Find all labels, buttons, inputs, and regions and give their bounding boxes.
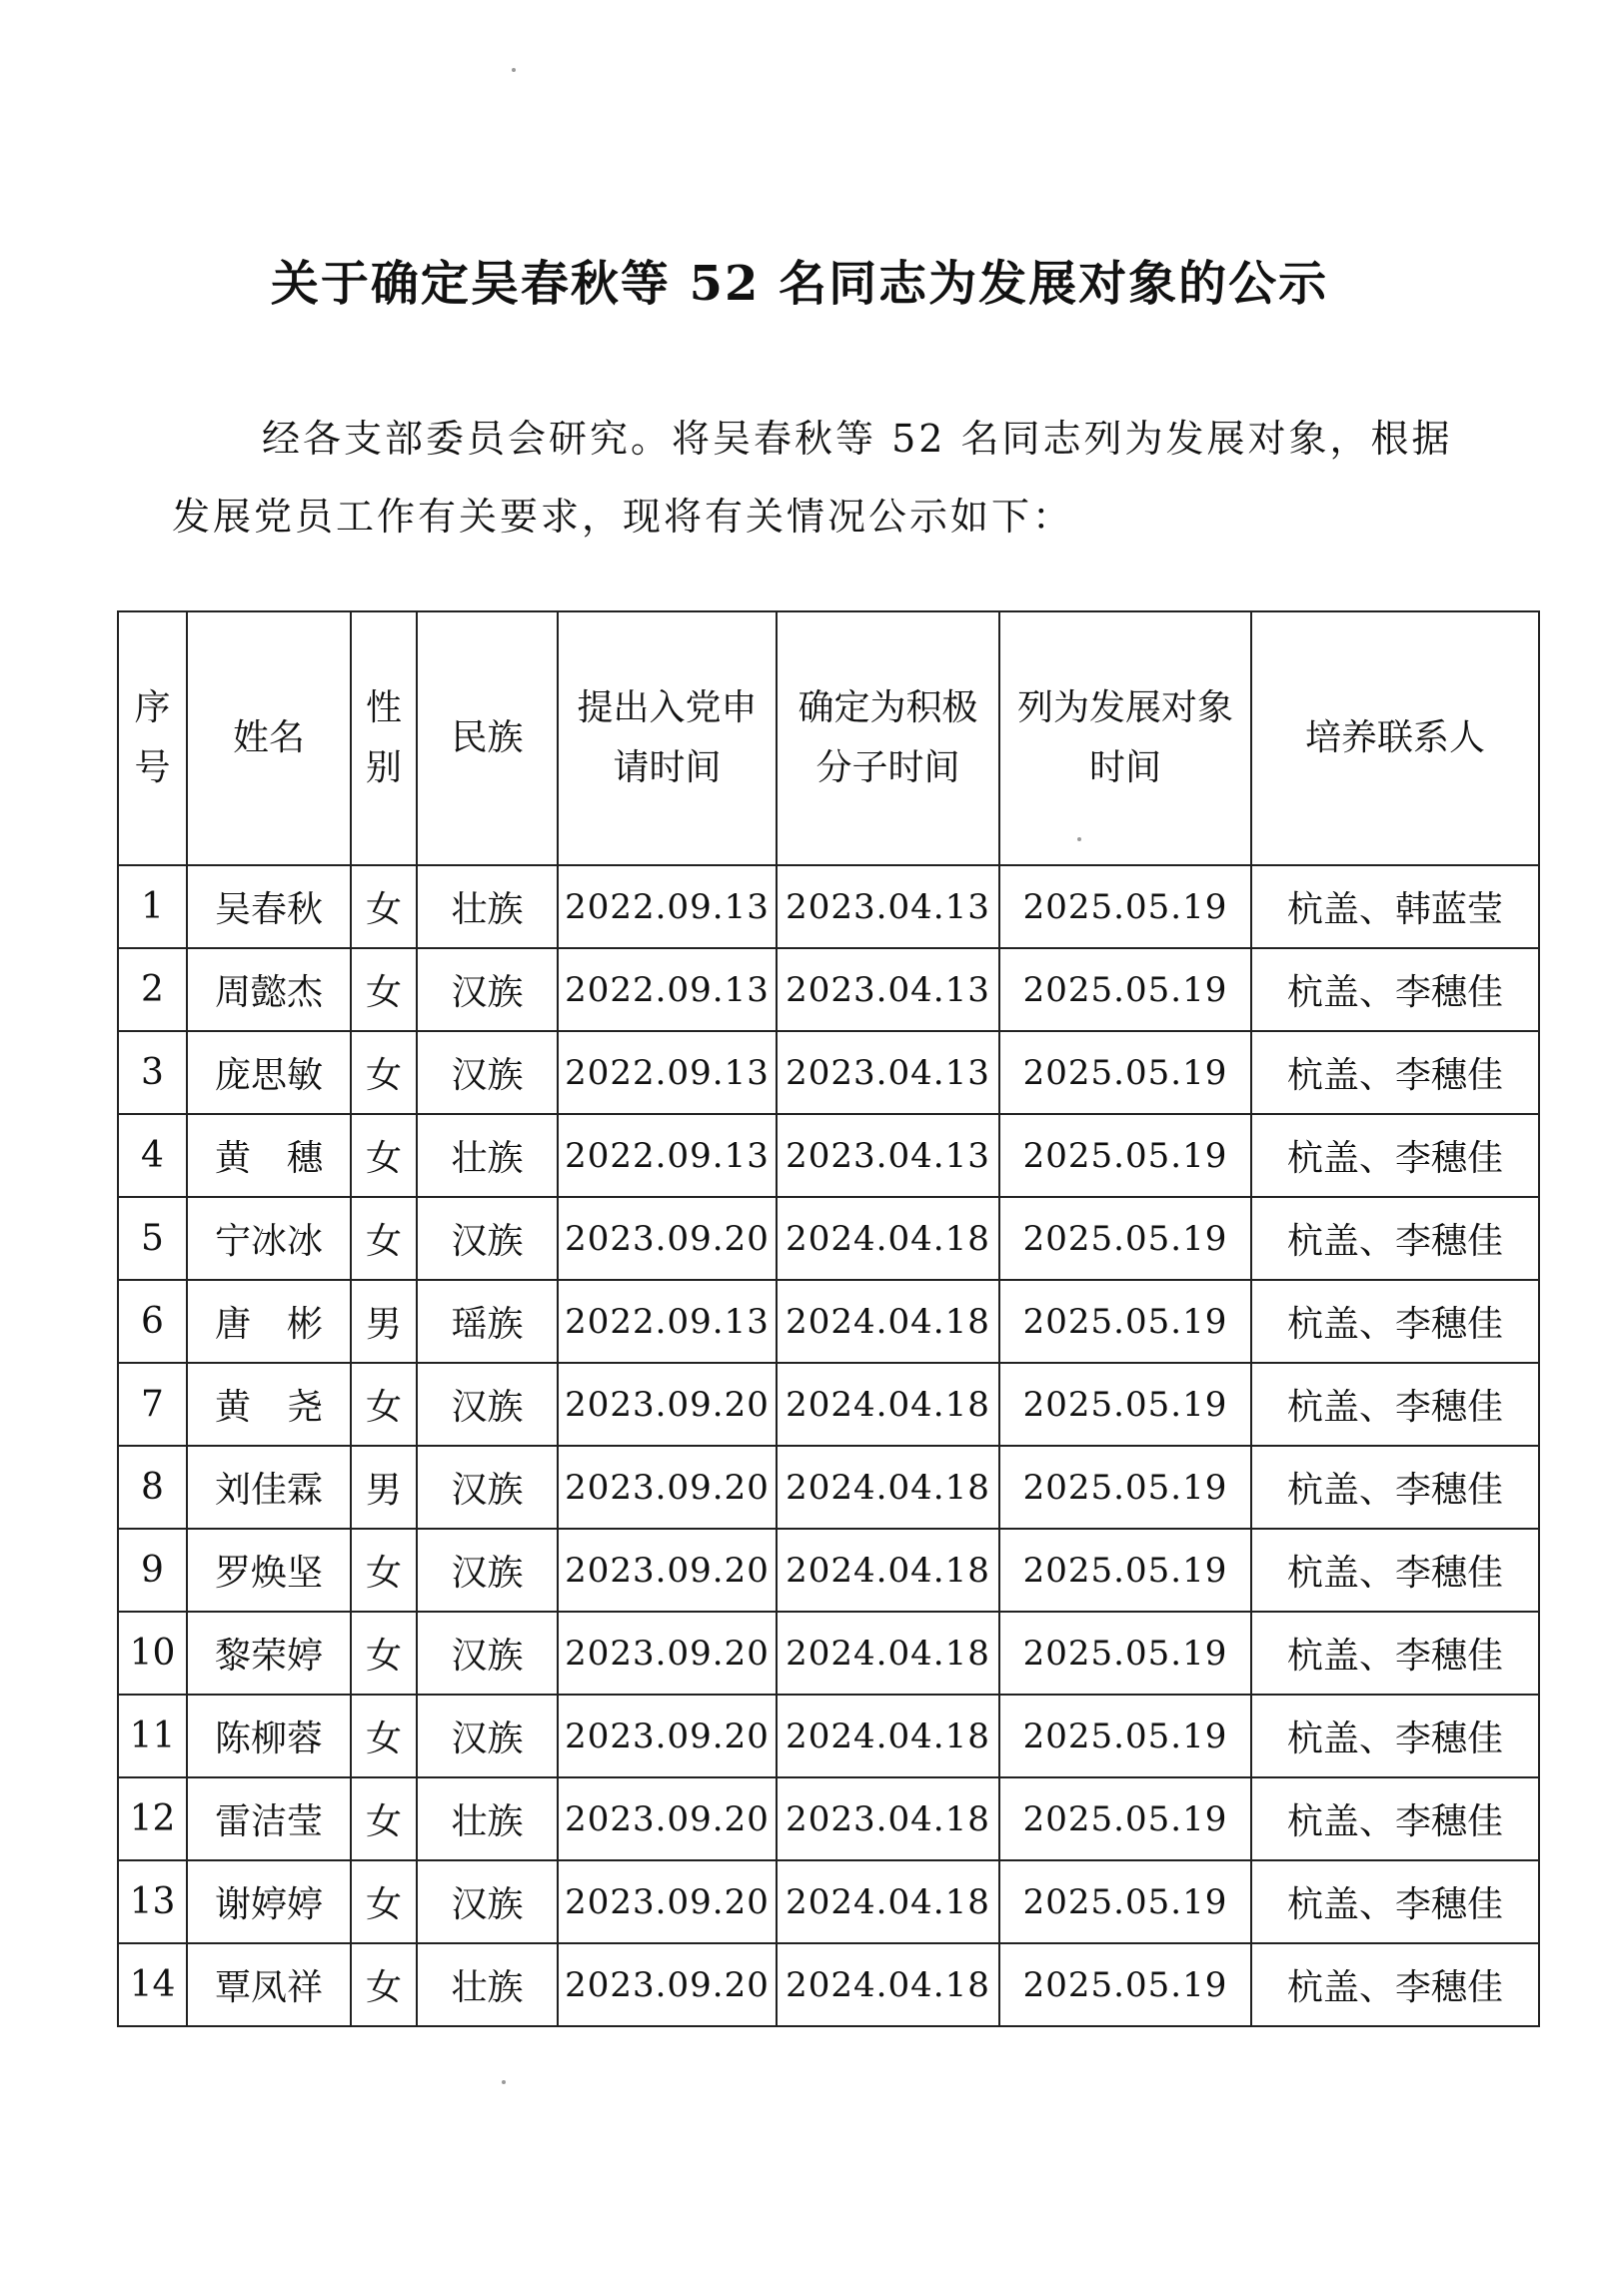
cell-index: 12 xyxy=(118,1777,187,1860)
cell-ethnicity: 汉族 xyxy=(417,1446,558,1529)
cell-candidate-date: 2025.05.19 xyxy=(999,1446,1251,1529)
cell-candidate-date: 2025.05.19 xyxy=(999,1695,1251,1777)
table-row xyxy=(118,1777,1539,1860)
cell-candidate-date: 2025.05.19 xyxy=(999,1943,1251,2026)
cell-gender: 女 xyxy=(351,1197,417,1280)
cell-ethnicity: 汉族 xyxy=(417,1363,558,1446)
cell-activist-date: 2024.04.18 xyxy=(777,1363,999,1446)
cell-candidate-date: 2025.05.19 xyxy=(999,1612,1251,1695)
cell-ethnicity: 汉族 xyxy=(417,1529,558,1612)
cell-gender: 男 xyxy=(351,1446,417,1529)
cell-contacts: 杭盖、李穗佳 xyxy=(1251,1943,1539,2026)
header-application-date: 提出入党申请时间 xyxy=(558,611,777,865)
cell-ethnicity: 壮族 xyxy=(417,865,558,948)
cell-activist-date: 2024.04.18 xyxy=(777,1612,999,1695)
table-row xyxy=(118,1031,1539,1114)
table-row xyxy=(118,1114,1539,1197)
cell-candidate-date: 2025.05.19 xyxy=(999,1363,1251,1446)
header-row xyxy=(118,611,1539,865)
cell-name: 黎荣婷 xyxy=(187,1612,351,1695)
cell-index: 10 xyxy=(118,1612,187,1695)
table-row xyxy=(118,1695,1539,1777)
cell-gender: 女 xyxy=(351,1363,417,1446)
cell-candidate-date: 2025.05.19 xyxy=(999,865,1251,948)
cell-gender: 女 xyxy=(351,1695,417,1777)
cell-gender: 女 xyxy=(351,1612,417,1695)
cell-application-date: 2023.09.20 xyxy=(558,1695,777,1777)
cell-application-date: 2022.09.13 xyxy=(558,1114,777,1197)
cell-ethnicity: 壮族 xyxy=(417,1777,558,1860)
cell-index: 7 xyxy=(118,1363,187,1446)
cell-gender: 女 xyxy=(351,948,417,1031)
cell-candidate-date: 2025.05.19 xyxy=(999,1860,1251,1943)
cell-name: 雷洁莹 xyxy=(187,1777,351,1860)
cell-activist-date: 2023.04.13 xyxy=(777,1114,999,1197)
table-row xyxy=(118,1860,1539,1943)
cell-activist-date: 2024.04.18 xyxy=(777,1943,999,2026)
cell-index: 4 xyxy=(118,1114,187,1197)
cell-contacts: 杭盖、李穗佳 xyxy=(1251,1612,1539,1695)
cell-name: 罗焕坚 xyxy=(187,1529,351,1612)
cell-index: 1 xyxy=(118,865,187,948)
cell-application-date: 2022.09.13 xyxy=(558,865,777,948)
cell-activist-date: 2023.04.13 xyxy=(777,865,999,948)
document-title: 关于确定吴春秋等 52 名同志为发展对象的公示 xyxy=(270,256,1329,312)
cell-ethnicity: 汉族 xyxy=(417,1695,558,1777)
cell-ethnicity: 汉族 xyxy=(417,1197,558,1280)
cell-gender: 女 xyxy=(351,1777,417,1860)
table-row xyxy=(118,865,1539,948)
cell-activist-date: 2024.04.18 xyxy=(777,1280,999,1363)
cell-index: 5 xyxy=(118,1197,187,1280)
cell-ethnicity: 壮族 xyxy=(417,1943,558,2026)
cell-ethnicity: 瑶族 xyxy=(417,1280,558,1363)
cell-activist-date: 2024.04.18 xyxy=(777,1860,999,1943)
table-row xyxy=(118,1529,1539,1612)
cell-ethnicity: 汉族 xyxy=(417,1860,558,1943)
cell-name: 周懿杰 xyxy=(187,948,351,1031)
candidate-table xyxy=(117,610,1540,2027)
header-candidate-date: 列为发展对象时间 xyxy=(999,611,1251,865)
cell-name: 庞思敏 xyxy=(187,1031,351,1114)
header-gender: 性别 xyxy=(351,611,417,865)
cell-contacts: 杭盖、李穗佳 xyxy=(1251,1529,1539,1612)
cell-gender: 女 xyxy=(351,1031,417,1114)
cell-name: 黄 尧 xyxy=(187,1363,351,1446)
scan-speck xyxy=(502,2080,506,2084)
cell-index: 11 xyxy=(118,1695,187,1777)
cell-activist-date: 2024.04.18 xyxy=(777,1529,999,1612)
header-ethnicity: 民族 xyxy=(417,611,558,865)
header-name: 姓名 xyxy=(187,611,351,865)
cell-ethnicity: 壮族 xyxy=(417,1114,558,1197)
cell-candidate-date: 2025.05.19 xyxy=(999,1114,1251,1197)
table-row xyxy=(118,948,1539,1031)
cell-activist-date: 2023.04.13 xyxy=(777,1031,999,1114)
cell-contacts: 杭盖、李穗佳 xyxy=(1251,948,1539,1031)
cell-gender: 女 xyxy=(351,1114,417,1197)
cell-gender: 女 xyxy=(351,1860,417,1943)
table-row xyxy=(118,1280,1539,1363)
cell-index: 14 xyxy=(118,1943,187,2026)
cell-index: 9 xyxy=(118,1529,187,1612)
cell-name: 刘佳霖 xyxy=(187,1446,351,1529)
cell-application-date: 2023.09.20 xyxy=(558,1529,777,1612)
cell-activist-date: 2024.04.18 xyxy=(777,1197,999,1280)
cell-index: 2 xyxy=(118,948,187,1031)
cell-contacts: 杭盖、李穗佳 xyxy=(1251,1114,1539,1197)
table-row xyxy=(118,1943,1539,2026)
cell-contacts: 杭盖、李穗佳 xyxy=(1251,1031,1539,1114)
cell-application-date: 2022.09.13 xyxy=(558,1280,777,1363)
cell-gender: 男 xyxy=(351,1280,417,1363)
cell-index: 3 xyxy=(118,1031,187,1114)
cell-name: 谢婷婷 xyxy=(187,1860,351,1943)
cell-application-date: 2023.09.20 xyxy=(558,1943,777,2026)
scan-speck xyxy=(1077,837,1081,841)
cell-contacts: 杭盖、韩蓝莹 xyxy=(1251,865,1539,948)
cell-contacts: 杭盖、李穗佳 xyxy=(1251,1446,1539,1529)
cell-name: 唐 彬 xyxy=(187,1280,351,1363)
scan-speck xyxy=(512,68,516,72)
cell-activist-date: 2023.04.13 xyxy=(777,948,999,1031)
cell-application-date: 2023.09.20 xyxy=(558,1446,777,1529)
cell-candidate-date: 2025.05.19 xyxy=(999,948,1251,1031)
table-row xyxy=(118,1446,1539,1529)
cell-name: 黄 穗 xyxy=(187,1114,351,1197)
cell-activist-date: 2024.04.18 xyxy=(777,1446,999,1529)
table-body xyxy=(118,865,1539,2026)
cell-name: 宁冰冰 xyxy=(187,1197,351,1280)
table-row xyxy=(118,1197,1539,1280)
cell-contacts: 杭盖、李穗佳 xyxy=(1251,1363,1539,1446)
cell-gender: 女 xyxy=(351,1943,417,2026)
cell-application-date: 2023.09.20 xyxy=(558,1363,777,1446)
cell-application-date: 2023.09.20 xyxy=(558,1860,777,1943)
cell-ethnicity: 汉族 xyxy=(417,1612,558,1695)
cell-contacts: 杭盖、李穗佳 xyxy=(1251,1860,1539,1943)
cell-application-date: 2022.09.13 xyxy=(558,948,777,1031)
cell-gender: 女 xyxy=(351,1529,417,1612)
cell-name: 吴春秋 xyxy=(187,865,351,948)
cell-index: 8 xyxy=(118,1446,187,1529)
cell-candidate-date: 2025.05.19 xyxy=(999,1031,1251,1114)
cell-contacts: 杭盖、李穗佳 xyxy=(1251,1280,1539,1363)
table-row xyxy=(118,1363,1539,1446)
cell-candidate-date: 2025.05.19 xyxy=(999,1280,1251,1363)
cell-contacts: 杭盖、李穗佳 xyxy=(1251,1197,1539,1280)
cell-contacts: 杭盖、李穗佳 xyxy=(1251,1777,1539,1860)
cell-application-date: 2023.09.20 xyxy=(558,1777,777,1860)
cell-ethnicity: 汉族 xyxy=(417,1031,558,1114)
cell-activist-date: 2024.04.18 xyxy=(777,1695,999,1777)
cell-application-date: 2022.09.13 xyxy=(558,1031,777,1114)
header-contacts: 培养联系人 xyxy=(1251,611,1539,865)
cell-name: 陈柳蓉 xyxy=(187,1695,351,1777)
cell-index: 13 xyxy=(118,1860,187,1943)
header-activist-date: 确定为积极分子时间 xyxy=(777,611,999,865)
cell-gender: 女 xyxy=(351,865,417,948)
cell-candidate-date: 2025.05.19 xyxy=(999,1197,1251,1280)
table-row xyxy=(118,1612,1539,1695)
header-index: 序号 xyxy=(118,611,187,865)
cell-index: 6 xyxy=(118,1280,187,1363)
cell-candidate-date: 2025.05.19 xyxy=(999,1777,1251,1860)
cell-application-date: 2023.09.20 xyxy=(558,1612,777,1695)
intro-paragraph: 经各支部委员会研究。将吴春秋等 52 名同志列为发展对象，根据发展党员工作有关要求，现将有关情况公示如下： xyxy=(172,417,1453,539)
cell-ethnicity: 汉族 xyxy=(417,948,558,1031)
cell-activist-date: 2023.04.18 xyxy=(777,1777,999,1860)
cell-contacts: 杭盖、李穗佳 xyxy=(1251,1695,1539,1777)
cell-name: 覃凤祥 xyxy=(187,1943,351,2026)
cell-application-date: 2023.09.20 xyxy=(558,1197,777,1280)
cell-candidate-date: 2025.05.19 xyxy=(999,1529,1251,1612)
table-header xyxy=(118,611,1539,865)
